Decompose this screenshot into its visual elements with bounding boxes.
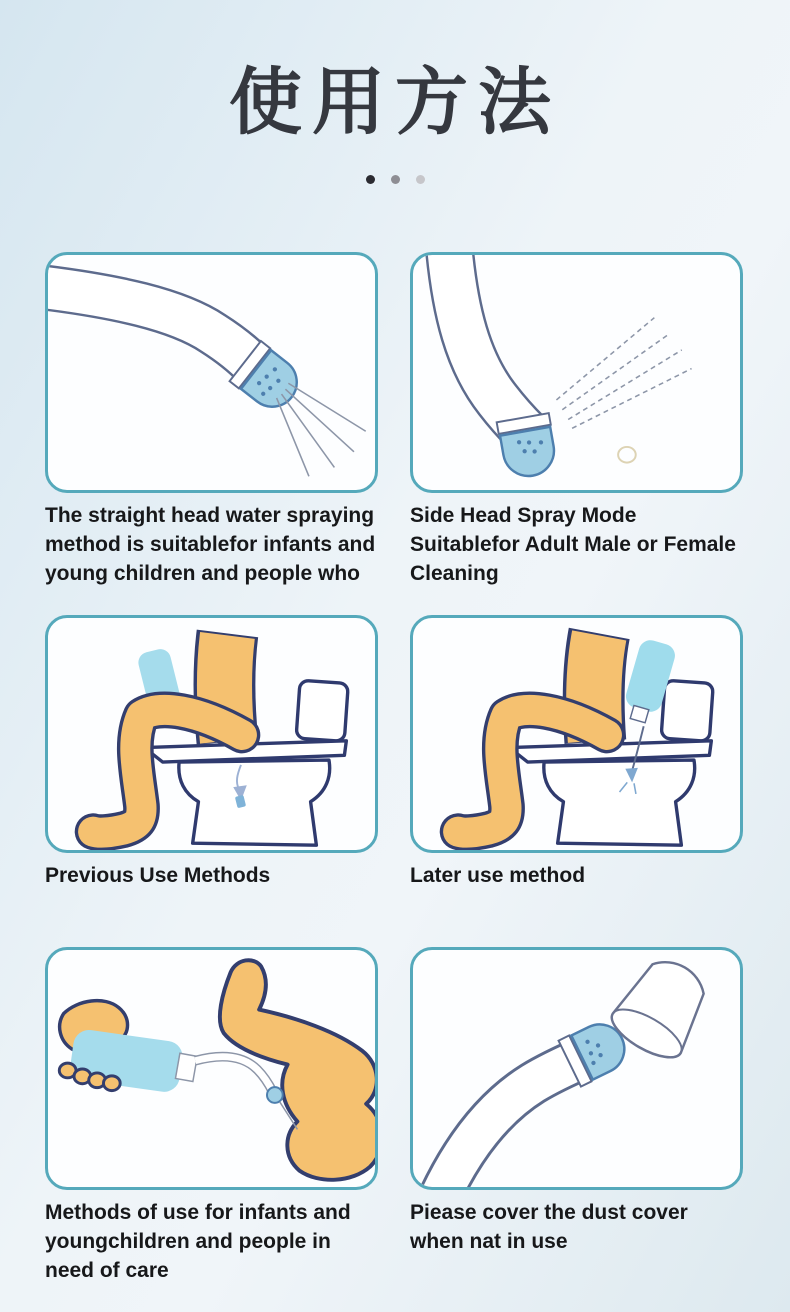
usage-step-2 xyxy=(410,252,743,588)
side-spray-illustration xyxy=(413,255,740,490)
page-title: 使用方法 xyxy=(229,62,561,143)
toilet-bowl xyxy=(544,760,695,845)
carousel-dot xyxy=(391,175,400,184)
straight-spray-illustration xyxy=(48,255,375,490)
illustration-front-use xyxy=(45,615,378,853)
panel-caption: Later use method xyxy=(410,864,586,887)
panel-caption: Previous Use Methods xyxy=(45,864,271,887)
carousel-dot-active xyxy=(366,175,375,184)
nozzle-tip-icon xyxy=(267,1087,283,1103)
illustration-dust-cover xyxy=(410,947,743,1190)
droplet-icon xyxy=(618,447,636,463)
front-use-illustration xyxy=(48,618,375,850)
rear-use-illustration xyxy=(413,618,740,850)
panel-caption: Piease cover the dust cover when nat in use xyxy=(410,1201,688,1253)
carousel-dot xyxy=(416,175,425,184)
nozzle-tip-icon xyxy=(497,413,559,480)
usage-step-4 xyxy=(410,615,743,890)
usage-step-3 xyxy=(45,615,378,890)
infant-legs xyxy=(220,960,375,1180)
illustration-rear-use xyxy=(410,615,743,853)
illustration-straight-head-spray xyxy=(45,252,378,493)
illustration-infant-use xyxy=(45,947,378,1190)
dust-cover-illustration xyxy=(413,950,740,1187)
carousel-dots xyxy=(0,175,790,184)
panel-caption: Side Head Spray Mode Suitablefor Adult Male or Female Cleaning xyxy=(410,504,736,585)
usage-step-5 xyxy=(45,947,378,1285)
usage-step-1 xyxy=(45,252,378,588)
toilet-bowl xyxy=(179,760,330,845)
spray-jets-dashed-icon xyxy=(556,318,691,429)
usage-step-6 xyxy=(410,947,743,1256)
panel-caption: Methods of use for infants and youngchildren and people in need of care xyxy=(45,1201,351,1282)
illustration-side-head-spray xyxy=(410,252,743,493)
infant-use-illustration xyxy=(48,950,375,1187)
panel-caption: The straight head water spraying method is suitablefor infants and young children and people who xyxy=(45,504,376,585)
